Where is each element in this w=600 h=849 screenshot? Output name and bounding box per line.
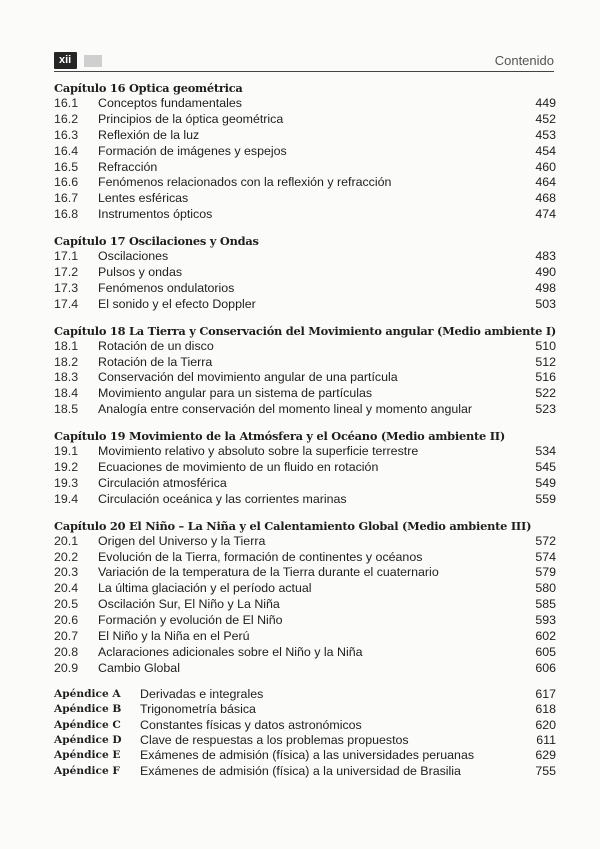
section-page: 483 xyxy=(535,249,556,264)
chapter-block xyxy=(54,323,556,418)
section-number: 17.4 xyxy=(54,296,79,311)
appendix-page: 629 xyxy=(535,748,556,763)
section-page: 545 xyxy=(535,460,556,475)
appendix-title: Exámenes de admisión (física) a las universidades peruanas xyxy=(140,748,475,763)
appendix-label: Apéndice C xyxy=(54,718,121,731)
section-title: Circulación oceánica y las corrientes marinas xyxy=(98,491,347,506)
appendix-entry xyxy=(54,733,556,748)
toc-entry xyxy=(54,281,556,297)
section-page: 449 xyxy=(535,96,556,110)
table-of-contents xyxy=(54,80,556,779)
chapter-block xyxy=(54,233,556,313)
section-number: 18.5 xyxy=(54,402,79,417)
section-title: Rotación de un disco xyxy=(98,338,214,353)
toc-entry xyxy=(54,160,556,176)
appendix-list xyxy=(54,687,556,779)
section-page: 602 xyxy=(535,629,556,644)
section-number: 20.5 xyxy=(54,597,79,612)
section-number: 16.5 xyxy=(54,159,79,174)
toc-entry xyxy=(54,297,556,313)
section-title: Oscilación Sur, El Niño y La Niña xyxy=(98,597,280,612)
appendix-entry xyxy=(54,702,556,717)
toc-entry xyxy=(54,581,556,597)
appendix-page: 755 xyxy=(535,763,556,778)
toc-entry xyxy=(54,476,556,492)
toc-entry xyxy=(54,370,556,386)
section-page: 510 xyxy=(535,338,556,353)
section-number: 17.1 xyxy=(54,249,79,264)
chapter-title: Capítulo 20 El Niño – La Niña y el Calentamiento Global (Medio ambiente III) xyxy=(54,518,532,533)
toc-entry xyxy=(54,339,556,355)
toc-entry xyxy=(54,597,556,613)
section-title: La última glaciación y el período actual xyxy=(98,581,312,596)
section-title: Rotación de la Tierra xyxy=(98,354,213,369)
section-page: 606 xyxy=(535,660,556,675)
chapter-block xyxy=(54,518,556,677)
section-title: Circulación atmosférica xyxy=(98,475,227,490)
appendix-page: 611 xyxy=(536,732,556,747)
section-title: El Niño y la Niña en el Perú xyxy=(98,629,250,644)
section-page: 580 xyxy=(535,581,556,596)
section-number: 19.4 xyxy=(54,491,79,506)
section-number: 16.3 xyxy=(54,127,79,142)
section-title: Analogía entre conservación del momento lineal y momento angular xyxy=(98,402,473,417)
appendix-title: Trigonometría básica xyxy=(140,702,256,717)
section-title: Movimiento relativo y absoluto sobre la superficie terrestre xyxy=(98,444,419,459)
section-page: 490 xyxy=(535,265,556,280)
appendix-entry xyxy=(54,748,556,763)
appendix-page: 618 xyxy=(535,702,556,717)
section-title: Lentes esféricas xyxy=(98,191,189,206)
section-title: Conservación del movimiento angular de una partícula xyxy=(98,370,398,385)
section-page: 460 xyxy=(535,159,556,174)
section-number: 19.3 xyxy=(54,475,79,490)
section-number: 18.2 xyxy=(54,354,79,369)
chapter-list xyxy=(54,80,556,677)
appendix-entry xyxy=(54,764,556,779)
section-title: Aclaraciones adicionales sobre el Niño y la Niña xyxy=(98,644,363,659)
section-title: Oscilaciones xyxy=(98,249,169,264)
section-title: Refracción xyxy=(98,159,158,174)
section-number: 20.8 xyxy=(54,644,79,659)
toc-entry xyxy=(54,661,556,677)
header-rule xyxy=(54,71,554,72)
appendix-title: Derivadas e integrales xyxy=(140,686,264,701)
section-number: 16.6 xyxy=(54,175,79,190)
section-title: Movimiento angular para un sistema de partículas xyxy=(98,386,373,401)
appendix-label: Apéndice B xyxy=(54,703,122,716)
page-number: xii xyxy=(54,52,77,69)
section-page: 468 xyxy=(535,191,556,206)
toc-entry xyxy=(54,550,556,566)
appendix-title: Exámenes de admisión (física) a la universidad de Brasilia xyxy=(140,763,461,778)
appendix-label: Apéndice F xyxy=(54,764,120,777)
chapter-title: Capítulo 19 Movimiento de la Atmósfera y el Océano (Medio ambiente II) xyxy=(54,429,506,444)
section-title: Instrumentos ópticos xyxy=(98,207,213,222)
appendix-label: Apéndice D xyxy=(54,733,122,746)
toc-entry xyxy=(54,460,556,476)
section-number: 16.1 xyxy=(54,96,79,110)
section-number: 20.7 xyxy=(54,629,79,644)
toc-entry xyxy=(54,645,556,661)
section-page: 516 xyxy=(535,370,556,385)
page-number-tab-shadow xyxy=(84,55,102,67)
appendix-title: Constantes físicas y datos astronómicos xyxy=(140,717,362,732)
running-head-title: Contenido xyxy=(494,53,554,68)
section-number: 20.2 xyxy=(54,549,79,564)
section-page: 549 xyxy=(535,475,556,490)
section-number: 20.1 xyxy=(54,533,79,548)
toc-entry xyxy=(54,128,556,144)
toc-entry xyxy=(54,249,556,265)
toc-entry xyxy=(54,112,556,128)
section-number: 20.4 xyxy=(54,581,79,596)
toc-entry xyxy=(54,144,556,160)
section-title: Principios de la óptica geométrica xyxy=(98,111,284,126)
appendix-page: 620 xyxy=(535,717,556,732)
section-number: 20.3 xyxy=(54,565,79,580)
section-number: 19.1 xyxy=(54,444,79,459)
section-page: 559 xyxy=(535,491,556,506)
section-page: 498 xyxy=(535,280,556,295)
section-page: 512 xyxy=(535,354,556,369)
appendix-page: 617 xyxy=(535,686,556,701)
section-page: 572 xyxy=(535,533,556,548)
appendix-label: Apéndice E xyxy=(54,749,121,762)
section-number: 18.3 xyxy=(54,370,79,385)
section-page: 522 xyxy=(535,386,556,401)
section-number: 16.7 xyxy=(54,191,79,206)
toc-entry xyxy=(54,565,556,581)
section-title: Cambio Global xyxy=(98,660,180,675)
section-title: Fenómenos relacionados con la reflexión y refracción xyxy=(98,175,392,190)
section-title: Conceptos fundamentales xyxy=(98,96,242,110)
section-title: Fenómenos ondulatorios xyxy=(98,280,235,295)
chapter-block xyxy=(54,428,556,508)
section-title: Pulsos y ondas xyxy=(98,265,183,280)
section-title: Variación de la temperatura de la Tierra durante el cuaternario xyxy=(98,565,439,580)
section-title: El sonido y el efecto Doppler xyxy=(98,296,256,311)
section-number: 20.6 xyxy=(54,613,79,628)
toc-entry xyxy=(54,444,556,460)
toc-entry xyxy=(54,534,556,550)
section-title: Ecuaciones de movimiento de un fluido en rotación xyxy=(98,460,379,475)
chapter-title: Capítulo 17 Oscilaciones y Ondas xyxy=(54,234,259,249)
section-page: 503 xyxy=(535,296,556,311)
chapter-title: Capítulo 16 Optica geométrica xyxy=(54,81,243,95)
toc-entry xyxy=(54,96,556,112)
toc-entry xyxy=(54,402,556,418)
section-number: 19.2 xyxy=(54,460,79,475)
page-header xyxy=(54,52,554,70)
section-title: Evolución de la Tierra, formación de continentes y océanos xyxy=(98,549,423,564)
toc-entry xyxy=(54,265,556,281)
section-number: 17.2 xyxy=(54,265,79,280)
section-number: 16.4 xyxy=(54,143,79,158)
toc-entry xyxy=(54,629,556,645)
section-page: 454 xyxy=(535,143,556,158)
section-page: 579 xyxy=(535,565,556,580)
section-number: 17.3 xyxy=(54,280,79,295)
section-page: 534 xyxy=(535,444,556,459)
section-page: 605 xyxy=(535,644,556,659)
chapter-block xyxy=(54,80,556,223)
appendix-entry xyxy=(54,687,556,702)
section-number: 18.1 xyxy=(54,338,79,353)
appendix-entry xyxy=(54,718,556,733)
section-page: 452 xyxy=(535,111,556,126)
section-number: 18.4 xyxy=(54,386,79,401)
appendix-title: Clave de respuestas a los problemas propuestos xyxy=(140,732,409,747)
toc-entry xyxy=(54,492,556,508)
section-title: Reflexión de la luz xyxy=(98,127,200,142)
section-page: 453 xyxy=(535,127,556,142)
section-page: 593 xyxy=(535,613,556,628)
section-title: Origen del Universo y la Tierra xyxy=(98,533,266,548)
toc-entry xyxy=(54,613,556,629)
section-number: 16.8 xyxy=(54,207,79,222)
section-page: 585 xyxy=(535,597,556,612)
section-title: Formación de imágenes y espejos xyxy=(98,143,287,158)
appendix-label: Apéndice A xyxy=(54,687,121,700)
section-page: 464 xyxy=(535,175,556,190)
toc-entry xyxy=(54,207,556,223)
chapter-title: Capítulo 18 La Tierra y Conservación del Movimiento angular (Medio ambiente I) xyxy=(54,323,557,338)
section-number: 20.9 xyxy=(54,660,79,675)
toc-entry xyxy=(54,355,556,371)
toc-entry xyxy=(54,386,556,402)
toc-entry xyxy=(54,191,556,207)
toc-entry xyxy=(54,175,556,191)
section-page: 474 xyxy=(535,207,556,222)
section-page: 574 xyxy=(535,549,556,564)
section-number: 16.2 xyxy=(54,111,79,126)
section-page: 523 xyxy=(535,402,556,417)
section-title: Formación y evolución de El Niño xyxy=(98,613,283,628)
